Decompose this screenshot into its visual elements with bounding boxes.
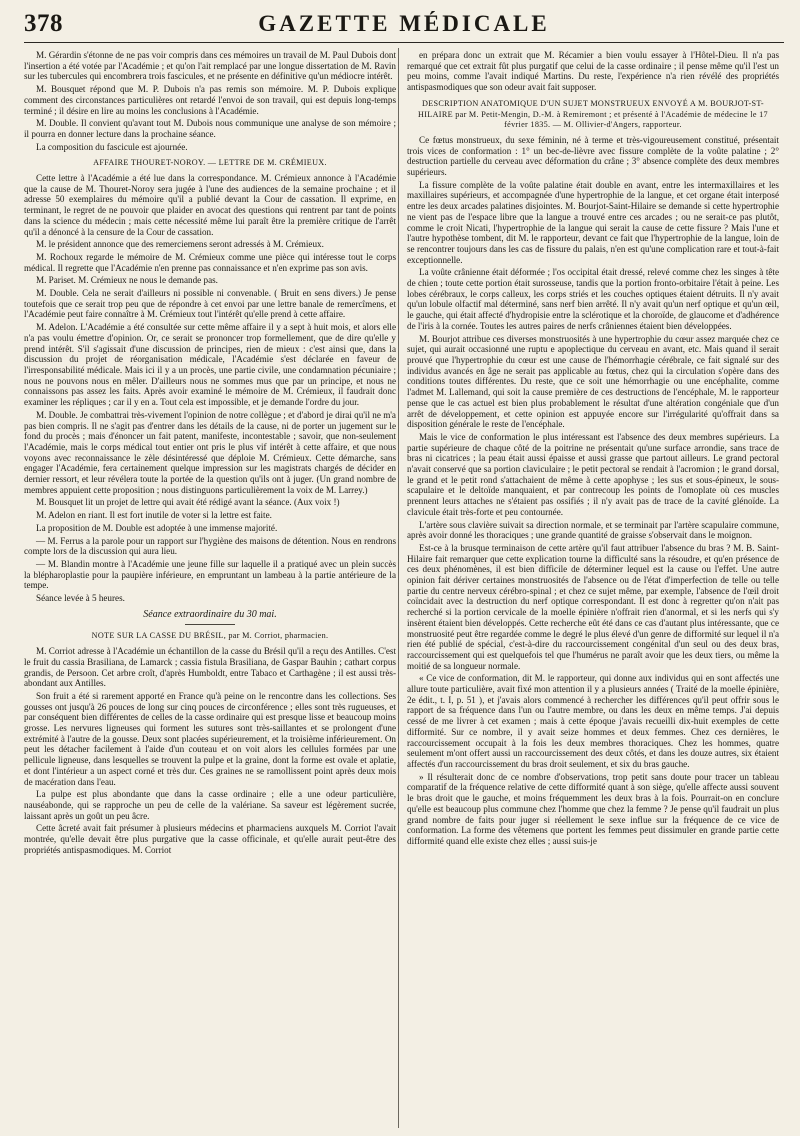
paragraph: M. Pariset. M. Crémieux ne nous le demande pas. xyxy=(36,275,218,286)
paragraph: M. Bourjot attribue ces diverses monstruosités à une hypertrophie du cœur assez marquée chez ce sujet, qui aurait occasionné une ruptu e apoplectique du cerveau en avant, etc. Mais quand il serait prouvé que l'hypertrophie du cœur est une cause de l'hémorrhagie cérébrale, ce fait signalé sur des individus avancés en âge ne serait pas applicable au fœtus, chez qui la circulation s'opère dans des conditions toutes différentes. Du reste, que ce soit une hémorrhagie ou une encéphalite, comme l'admet M. Lallemand, qui soit la cause première de ces destructions de l'encéphale, M. le rapporteur pense que le cas actuel est bien plus probablement le résultat d'une altération congéniale que d'un arrêt de développement, et cette opinion est appuyée encore sur l'irrégularité qu'offrait dans sa disposition générale le reste de l'encéphale. xyxy=(407,333,779,430)
section-heading: NOTE SUR LA CASSE DU BRÉSIL, par M. Corriot, pharmacien. xyxy=(91,631,329,641)
paragraph: Ce fœtus monstrueux, du sexe féminin, né à terme et très-vigoureusement constitué, présentait trois vices de conformation : 1° un bec-de-lièvre avec fissure complète de la voûte palatine ; 2° destruction partielle du cerveau avec déformation du crâne ; 3° absence complète des deux membres supérieurs. xyxy=(407,134,779,178)
paragraph: L'artère sous clavière suivait sa direction normale, et se terminait par l'artère scapulaire commune, après avoir donné les thoraciques ; une grande quantité de graisse s'observait dans le moignon. xyxy=(407,519,779,541)
left-column xyxy=(24,50,396,1130)
paragraph: — M. Ferrus a la parole pour un rapport sur l'hygiène des maisons de détention. Nous en rendrons compte lors de la discussion qui aura lieu. xyxy=(24,535,396,557)
paragraph: La composition du fascicule est ajournée. xyxy=(36,141,188,152)
section-heading: DESCRIPTION ANATOMIQUE D'UN SUJET MONSTRUEUX ENVOYÉ A M. BOURJOT-ST-HILAIRE par M. Petit-Mengin, D.-M. à Remiremont ; et présenté à l'Académie de médecine le 17 février 1835. — M. Ollivier-d'Angers, rapporteur. xyxy=(418,98,768,130)
right-column xyxy=(407,50,779,1130)
paragraph: La fissure complète de la voûte palatine était double en avant, entre les intermaxillaires et les maxillaires supérieurs, et accompagnée d'une hypertrophie de la langue, et cet organe était interposé entre les deux arcades palatines disjointes. M. Bourjot-Saint-Hilaire se demande si cette hypertrophie ne vient pas de l'espace libre que la langue a trouvé entre ces arcades ; ou ne serait-ce pas plutôt, comme le croit Nicati, l'hypertrophie de la langue qui serait la cause de cette fissure ? Mais l'une et l'autre hypothèse tombent, dit M. le rapporteur, devant ce fait que l'hypertrophie de la langue, loin de se rencontrer toujours dans les cas de fissure du palais, n'en est qu'une complication rare et tout-à-fait exceptionnelle. xyxy=(407,179,779,265)
paragraph: M. Double. Cela ne serait d'ailleurs ni possible ni convenable. ( Bruit en sens divers.) Je pense toutefois que ce serait trop peu que de répondre à cet envoi par une lettre banale de remercîmens, et l'Académie peut faire connaître à M. Crémieux tout l'intérêt qu'elle prend à cette affaire. xyxy=(24,288,396,320)
paragraph: M. Corriot adresse à l'Académie un échantillon de la casse du Brésil qu'il a reçu des Antilles. C'est le fruit du cassia Brasiliana, de Lamarck ; cassia fistula Brasiliana, de Gaspar Bauhin ; cathart corpus grandis, de Persoon. Cet arbre croît, d'après Humboldt, entre Tabaco et Carthagène ; il est aussi très-abondant aux Antilles. xyxy=(24,646,396,689)
page-number: 378 xyxy=(24,10,63,37)
paragraph: en prépara donc un extrait que M. Récamier a bien voulu essayer à l'Hôtel-Dieu. Il n'a pas remarqué que cet extrait fût plus purgatif que celui de la casse ordinaire ; il pense même qu'il l'est un peu moins, comme l'avait indiqué Martins. Du reste, l'expérience n'a rien révélé des propriétés antispasmodiques que son odeur avait fait supposer. xyxy=(407,50,779,93)
paragraph: Est-ce à la brusque terminaison de cette artère qu'il faut attribuer l'absence du bras ? M. B. Saint-Hilaire fait remarquer que cette explication tourne la difficulté sans la résoudre, et qu'en présence de ces deux phénomènes, il est bien difficile de déterminer lequel est la cause ou l'effet. Une autre opinion fait dériver certaines monstruosités de l'absence ou de l'état d'imperfection de telle ou telle partie du centre nerveux cérébro-spinal ; et chez ce sujet même, par exemple, l'absence de l'œil droit coïncidait avec la destruction du nerf optique correspondant. Il est donc à regretter qu'on n'ait pas recherché si la portion cervicale de la moelle épinière n'offrait rien d'anormal, et si les nerfs qui s'y insèrent étaient bien développés. Cette recherche eût été dans ce cas d'autant plus intéressante, que ce monstruosité peut être regardée comme le degré le plus élevé d'un genre de difformité sur lequel il n'a rien été publié de spécial, c'est-à-dire du raccourcissement congénital d'un seul ou des deux bras, raccourcissement qui est quelquefois tel que l'humérus ne paraît avoir que les deux tiers, ou même la moitié de sa longueur normale. xyxy=(407,542,779,671)
paragraph: Son fruit a été si rarement apporté en France qu'à peine on le rencontre dans les collections. Ses gousses ont jusqu'à 26 pouces de long sur cinq pouces de circonférence ; elles sont très rugueuses, et par conséquent bien différentes de celles de la casse ordinaire qui est presque lisse et beaucoup moins grosse. Les nervures ligneuses qui forment les sutures sont très-saillantes et se prolongent d'une extrémité à l'autre de la gousse. Deux sont placées supérieurement, et la troisième inférieurement. On peut les détacher facilement à l'aide d'un couteau et on voit alors les cellules formées par une pellicule ligneuse, dans lesquelles se trouvent la pulpe et la graine, dont la forme est ovale et aplatie, et dont l'intérieur a un aspect corné et très dur. Ces graines ne se ramollissent point après deux mois de macération dans l'eau. xyxy=(24,690,396,787)
paragraph: » Il résulterait donc de ce nombre d'observations, trop petit sans doute pour tracer un tableau comparatif de la fréquence relative de cette difformité quant à son siège, qu'elle affecte aussi souvent le bras droit que le gauche, et moins fréquemment les deux bras à la fois. Pourrait-on en conclure qu'elle est beaucoup plus commune chez l'homme que chez la femme ? Je pense qu'il faudrait un plus grand nombre de faits pour juger si réellement le sexe influe sur la fréquence de ce vice de conformation. La forme des vêtemens que portent les femmes peut dissimuler en grande partie cette difformité quand elle existe chez elles ; aussi suis-je xyxy=(407,771,779,846)
paragraph: M. Gérardin s'étonne de ne pas voir compris dans ces mémoires un travail de M. Paul Dubois dont l'insertion a été votée par l'Académie ; et qu'on l'ait remplacé par une longue dissertation de M. Ravin sur les tubercules qui encombrera trois fascicules, et ne présente en définitive qu'un médiocre intérêt. xyxy=(24,50,396,82)
paragraph: M. le président annonce que des remerciemens seront adressés à M. Crémieux. xyxy=(36,239,324,250)
paragraph: La proposition de M. Double est adoptée à une immense majorité. xyxy=(36,522,278,533)
paragraph: M. Adelon. L'Académie a été consultée sur cette même affaire il y a sept à huit mois, et alors elle n'a pas voulu émettre d'opinion. Or, ce serait se prononcer trop formellement, que de dire qu'elle y prend intérêt. S'il s'agissait d'une discussion de principes, rien de mieux : c'est ainsi que, dans la discussion du projet de réorganisation médicale, l'Académie s'est déclarée en faveur de l'irresponsabilité médicale. Mais ici il y a un procès, une partie civile, une condamnation pécuniaire ; nous ne pouvons nous en mêler. D'ailleurs nous ne sommes mus que par un principe, et nous ne connaissons pas assez les faits. Après avoir examiné le mémoire de M. Crémieux, il faudrait donc examiner les répliques ; car il y en a. Tout cela est impossible, et je demande l'ordre du jour. xyxy=(24,322,396,408)
section-heading: AFFAIRE THOURET-NOROY. — LETTRE DE M. CRÉMIEUX. xyxy=(93,158,327,168)
paragraph: M. Rochoux regarde le mémoire de M. Crémieux comme une pièce qui intéresse tout le corps médical. Il regrette que l'Académie n'en prenne pas connaissance et n'en exprime pas son avis. xyxy=(24,251,396,273)
paragraph: M. Bousquet répond que M. P. Dubois n'a pas remis son mémoire. M. P. Dubois explique comment des circonstances particulières ont retardé l'envoi de son travail, qui est depuis long-temps terminé ; il désire en lire au moins les conclusions à l'Académie. xyxy=(24,84,396,116)
page-header xyxy=(24,10,784,40)
paragraph: Séance levée à 5 heures. xyxy=(36,593,125,604)
paragraph: M. Adelon en riant. Il est fort inutile de voter si la lettre est faite. xyxy=(36,510,272,521)
paragraph: La voûte crânienne était déformée ; l'os occipital était dressé, relevé comme chez les singes à tête de chien ; toute cette portion était surosseuse, tandis que la portion fronto-orbitaire l'était à peine. Les lobes cérébraux, le corps calleux, les corps striés et les couches optiques étaient détruits. Il n'y avait qu'un lobule olfactif mal déterminé, sans nerf bien arrêté. Il n'y avait qu'un nerf optique et qu'un œil, le gauche, qui était affecté d'hydropisie entre la sclérotique et la choroïde, de glaucome et d'adhérence de l'iris à la cornée. Toutes les autres paires de nerfs crâniennes étaient bien développées. xyxy=(407,267,779,331)
journal-title: GAZETTE MÉDICALE xyxy=(258,11,550,36)
column-divider xyxy=(398,48,399,1128)
paragraph: Cette lettre à l'Académie a été lue dans la correspondance. M. Crémieux annonce à l'Académie que la cause de M. Thouret-Noroy sera jugée à l'une des audiences de la semaine prochaine ; et il adresse 50 exemplaires du mémoire qu'il a publié devant la Cour de cassation. Il exprime, en terminant, le regret de ne pouvoir que plaider en avocat des questions qui rentrent par tant de points dans la science du médecin ; mais cette nécessité même lui paraît être la première critique de l'arrêt qu'il a dénoncé à la censure de la Cour de cassation. xyxy=(24,173,396,237)
divider xyxy=(185,624,235,625)
header-rule xyxy=(24,42,784,43)
paragraph: M. Bousquet lit un projet de lettre qui avait été rédigé avant la séance. (Aux voix !) xyxy=(36,497,340,508)
paragraph: M. Double. Il convient qu'avant tout M. Dubois nous communique une analyse de son mémoire ; il pourra en donner lecture dans la prochaine séance. xyxy=(24,118,396,139)
paragraph: — M. Blandin montre à l'Académie une jeune fille sur laquelle il a pratiqué avec un plein succès la blépharoplastie pour la paupière inférieure, en empruntant un lambeau à la partie antérieure de la tempe. xyxy=(24,558,396,591)
session-heading: Séance extraordinaire du 30 mai. xyxy=(143,608,277,620)
paragraph: Mais le vice de conformation le plus intéressant est l'absence des deux membres supérieurs. La partie supérieure de chaque côté de la poitrine ne présentait qu'une surface arrondie, sans trace de bras ni cicatrices ; la peau était aussi épaisse et aussi grasse que partout ailleurs. Le grand pectoral n'avait conservé que sa portion claviculaire ; le petit pectoral se rendait à l'acromion ; le grand dorsal, le grand et le petit rond s'attachaient de même à cette apophyse ; les sus et sous-épineux, le sous-scapulaire et le deltoïde manquaient, et par contrecoup les points de l'omoplate où ces muscles prennent leurs attaches ne s'étaient pas ossifiés ; il n'y avait pas de trace de la cavité glénoïde. La clavicule était très-forte et peu contournée. xyxy=(407,431,779,517)
paragraph: « Ce vice de conformation, dit M. le rapporteur, qui donne aux individus qui en sont affectés une allure toute particulière, avait fixé mon attention il y a plusieurs années ( Traité de la moelle épinière, 2e édit., t. I, p. 51 ), et j'avais alors commencé à rechercher les différences qu'il peut offrir sous le rapport de sa fréquence dans l'un ou l'autre membre, ou dans les deux en même temps. J'ai depuis cessé de me livrer à cet examen ; mais à cette époque j'avais recueilli dix-huit exemples de cette difformité. Sur ce nombre, il y avait seize hommes et deux femmes. Chez ces dernières, le raccourcissement occupait à la fois les deux membres thoraciques. Chez les hommes, quatre seulement m'ont offert aussi un raccourcissement des deux côtés, et dans les douze autres, six étaient affectés d'un raccourcissement du bras droit seulement, et six du bras gauche. xyxy=(407,673,779,769)
paragraph: Cette âcreté avait fait présumer à plusieurs médecins et pharmaciens auxquels M. Corriot l'avait montrée, qu'elle devait être plus purgative que la casse officinale, et qu'elle aurait peut-être des propriétés antispasmodiques. M. Corriot xyxy=(24,823,396,855)
paragraph: La pulpe est plus abondante que dans la casse ordinaire ; elle a une odeur particulière, nauséabonde, qui se rapproche un peu de celle de la valériane. Sa saveur est légèrement sucrée, laissant après un goût un peu âcre. xyxy=(24,789,396,821)
paragraph: M. Double. Je combattrai très-vivement l'opinion de notre collègue ; et d'abord je dirai qu'il ne m'a pas bien compris. Il ne s'agit pas d'entrer dans les détails de la cause, ni de porter un jugement sur le fond du procès ; mais d'énoncer un fait patent, manifeste, incontestable ; savoir, que non-seulement l'Académie, mais le corps médical tout entier ont pris le plus vif intérêt à cette affaire, et que nous voyons avec reconnaissance le zèle désintéressé que déploie M. Crémieux. Cette démarche, sans engager l'Académie, fera certainement quelque impression sur les magistrats chargés de décider en dernier ressort, et leur révélera toute la portée de la question qu'ils ont à juger. (Un grand nombre de membres appuient cette proposition ; nous distinguons particulièrement la voix de M. Larrey.) xyxy=(24,409,396,495)
